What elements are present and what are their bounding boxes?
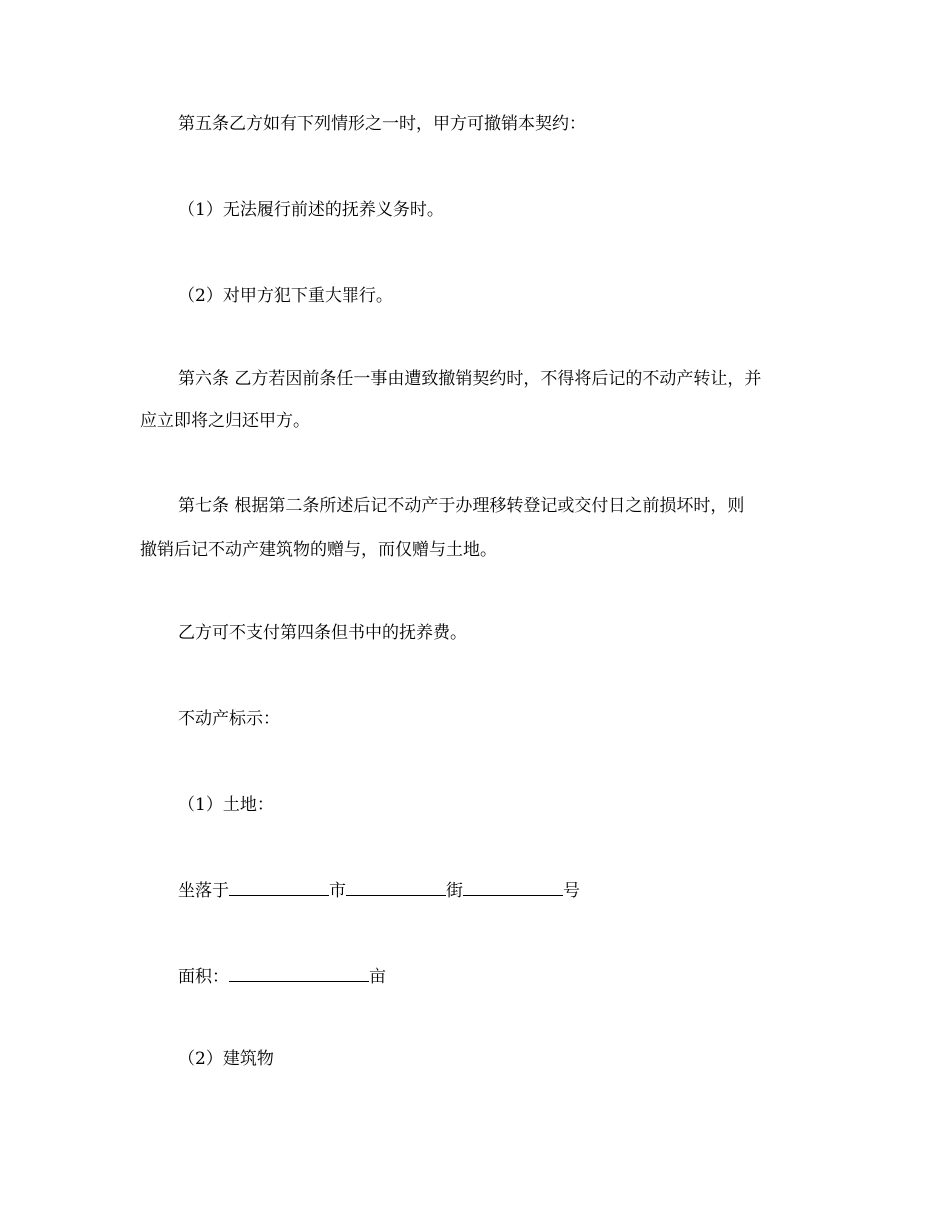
building-heading: （2）建筑物 — [178, 1049, 274, 1069]
area-line — [178, 965, 386, 988]
article-7-line-1: 第七条 根据第二条所述后记不动产于办理移转登记或交付日之前损坏时，则 — [178, 496, 745, 516]
area-prefix: 面积： — [178, 967, 229, 987]
land-heading: （1）土地： — [178, 795, 274, 815]
area-unit: 亩 — [369, 967, 386, 987]
location-line — [178, 879, 580, 902]
article-6-line-2: 应立即将之归还甲方。 — [140, 411, 310, 431]
street-blank — [346, 879, 446, 896]
city-label: 市 — [329, 881, 346, 901]
property-heading: 不动产标示： — [178, 709, 280, 729]
street-label: 街 — [446, 881, 463, 901]
article-5-item-2: （2）对甲方犯下重大罪行。 — [178, 286, 393, 306]
article-7-line-2: 撤销后记不动产建筑物的赠与，而仅赠与土地。 — [140, 540, 497, 560]
article-6-line-1: 第六条 乙方若因前条任一事由遭致撤销契约时，不得将后记的不动产转让，并 — [178, 369, 762, 389]
article-5-item-1: （1）无法履行前述的抚养义务时。 — [178, 200, 444, 220]
area-blank — [229, 965, 369, 982]
number-label: 号 — [563, 881, 580, 901]
location-prefix: 坐落于 — [178, 881, 229, 901]
city-blank — [229, 879, 329, 896]
article-7-note: 乙方可不支付第四条但书中的抚养费。 — [178, 623, 467, 643]
article-5: 第五条乙方如有下列情形之一时，甲方可撤销本契约： — [178, 114, 586, 134]
number-blank — [463, 879, 563, 896]
